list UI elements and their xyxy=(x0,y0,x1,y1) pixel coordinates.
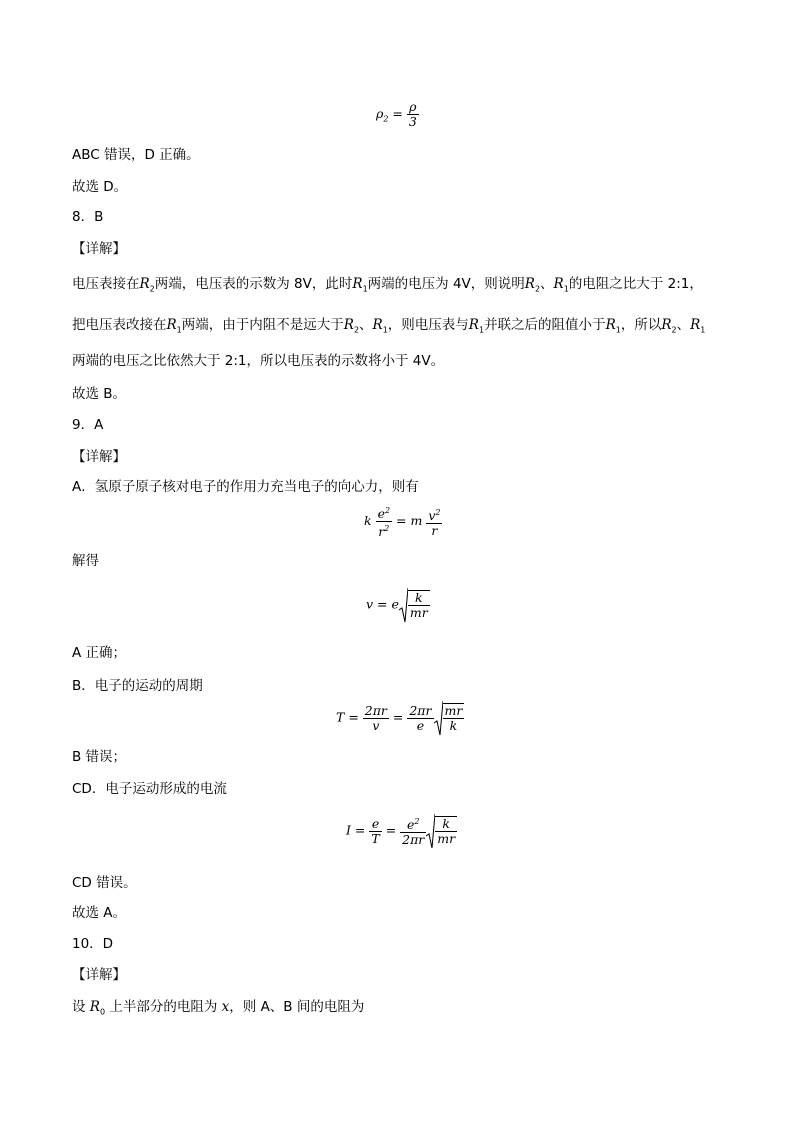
symbol-r: R xyxy=(553,276,564,292)
subscript: 2 xyxy=(534,284,541,294)
equation-force: k $\frac{e^2}{r^2}$ = m $\frac{v^2}{r}$ xyxy=(364,506,441,540)
symbol-x: x xyxy=(221,999,230,1015)
eq-symbol: k xyxy=(364,513,372,529)
denominator: e xyxy=(407,718,433,733)
denominator: 2πr xyxy=(402,832,425,848)
superscript: 2 xyxy=(435,507,441,517)
eq-subscript: 2 xyxy=(383,114,389,124)
text-span: 、 xyxy=(359,317,373,333)
subscript: 1 xyxy=(615,325,621,335)
symbol-r: R xyxy=(139,276,150,292)
eq-symbol: ρ xyxy=(376,106,384,121)
text-span: 设 xyxy=(72,999,90,1015)
text-span: 上半部分的电阻为 xyxy=(105,999,222,1015)
numerator xyxy=(426,506,442,523)
fraction xyxy=(407,704,433,733)
text-line: 两端的电压之比依然大于 2:1，所以电压表的示数将小于 4V。 xyxy=(72,353,445,369)
symbol-r: R xyxy=(605,317,616,333)
symbol-r: R xyxy=(690,317,701,333)
superscript: 2 xyxy=(384,524,390,534)
symbol-r: R xyxy=(343,317,354,333)
denominator xyxy=(376,521,393,539)
sqrt xyxy=(434,703,465,733)
text-line: A 正确； xyxy=(72,645,127,661)
subscript: 0 xyxy=(99,1007,106,1017)
equation-current: I = $\frac{e}{T}$ = $\frac{e^2}{2\pi r}$ $\frac{k}{mr}$ xyxy=(346,815,457,847)
section-heading: 【详解】 xyxy=(72,449,126,465)
fraction xyxy=(363,704,389,733)
fraction xyxy=(376,504,393,539)
denominator: mr xyxy=(409,605,428,620)
fraction xyxy=(369,817,381,846)
text-line: A．氢原子原子核对电子的作用力充当电子的向心力，则有 xyxy=(72,479,419,495)
subscript: 2 xyxy=(671,325,677,335)
text-span: 两端，电压表的示数为 8V，此时 xyxy=(154,276,353,292)
text-line: B．电子的运动的周期 xyxy=(72,678,203,694)
text-span: 两端，由于内阻不是远大于 xyxy=(181,317,344,333)
text-line: B 错误； xyxy=(72,749,127,765)
numerator xyxy=(376,504,393,521)
subscript: 2 xyxy=(149,284,155,294)
fraction xyxy=(426,506,442,538)
text-span: ，则 A、B 间的电阻为 xyxy=(229,999,365,1015)
subscript: 1 xyxy=(563,284,569,294)
question-number: 8．B xyxy=(72,209,104,225)
eq-symbol: m xyxy=(410,513,423,529)
question-number: 10．D xyxy=(72,936,114,952)
symbol-r: R xyxy=(468,317,479,333)
superscript: 2 xyxy=(384,506,391,515)
numerator: e xyxy=(371,815,380,831)
subscript: 1 xyxy=(362,284,368,294)
eq-symbol: v xyxy=(428,507,436,523)
text-span: 电压表接在 xyxy=(72,276,140,292)
superscript: 2 xyxy=(414,817,420,826)
symbol-r: R xyxy=(352,276,363,292)
text-line: ABC 错误，D 正确。 xyxy=(72,147,200,163)
text-span: 、 xyxy=(540,276,554,292)
eq-symbol: T xyxy=(336,709,345,725)
fraction xyxy=(443,704,465,733)
text-span: 、 xyxy=(676,317,691,333)
sqrt xyxy=(426,816,457,846)
eq-symbol: I xyxy=(346,822,351,838)
text-span: 并联之后的阻值小于 xyxy=(484,317,606,333)
text-line: CD 错误。 xyxy=(72,875,137,891)
text-line: 解得 xyxy=(72,553,99,569)
symbol-r: R xyxy=(661,317,672,333)
text-span: ，则电压表与 xyxy=(387,317,469,333)
eq-symbol: e xyxy=(391,596,399,612)
equation-velocity: v = e $\frac{k}{mr}$ xyxy=(366,590,430,620)
numerator: mr xyxy=(444,703,463,718)
denominator: r xyxy=(426,523,442,538)
subscript: 1 xyxy=(382,325,388,335)
denominator: k xyxy=(443,718,465,733)
eq-symbol: v xyxy=(366,596,374,612)
numerator: k xyxy=(415,590,423,605)
text-line: 故选 B。 xyxy=(72,386,127,402)
fraction xyxy=(400,815,426,847)
text-line xyxy=(72,316,705,340)
radical-sign xyxy=(434,701,443,737)
text-span: 把电压表改接在 xyxy=(72,317,167,333)
text-line: CD．电子运动形成的电流 xyxy=(72,781,227,797)
subscript: 2 xyxy=(353,325,360,335)
radicand xyxy=(408,590,430,620)
numerator: k xyxy=(442,816,450,832)
text-line: 故选 D。 xyxy=(72,179,128,195)
fraction xyxy=(407,100,419,129)
equation-rho2: $\rho_2$ = $\frac{\rho}{3}$ xyxy=(376,99,417,129)
radicand xyxy=(435,816,457,846)
text-span: 的电阻之比大于 2:1， xyxy=(568,276,703,292)
eq-symbol: e xyxy=(377,506,385,522)
numerator: 2πr xyxy=(364,702,387,718)
symbol-r: R xyxy=(89,999,100,1015)
radical-sign xyxy=(399,588,408,624)
denominator: T xyxy=(371,830,380,846)
numerator: 2πr xyxy=(409,702,432,718)
symbol-r: R xyxy=(524,276,535,292)
radical-sign xyxy=(426,814,435,850)
equation-period: T = $\frac{2\pi r}{v}$ = $\frac{2\pi r}{e}$ $\frac{mr}{k}$ xyxy=(336,703,464,733)
text-span: ，所以 xyxy=(620,317,662,333)
text-line xyxy=(72,275,703,299)
denominator: v xyxy=(363,718,389,733)
eq-symbol: r xyxy=(378,524,385,540)
fraction xyxy=(408,591,430,620)
radicand xyxy=(443,703,465,733)
eq-symbol: e xyxy=(406,817,415,833)
subscript: 1 xyxy=(700,325,706,335)
fraction xyxy=(435,817,457,846)
section-heading: 【详解】 xyxy=(72,241,126,257)
section-heading: 【详解】 xyxy=(72,967,126,983)
subscript: 1 xyxy=(478,325,485,335)
denominator: mr xyxy=(437,831,456,847)
text-line: 故选 A。 xyxy=(72,905,127,921)
denominator: 3 xyxy=(408,114,417,129)
text-line xyxy=(72,998,364,1022)
symbol-r: R xyxy=(372,317,383,333)
numerator xyxy=(400,815,426,832)
question-number: 9．A xyxy=(72,417,104,433)
text-span: 两端的电压为 4V，则说明 xyxy=(367,276,525,292)
subscript: 1 xyxy=(176,325,182,335)
sqrt xyxy=(399,590,430,620)
symbol-r: R xyxy=(166,317,177,333)
numerator: ρ xyxy=(409,99,417,114)
